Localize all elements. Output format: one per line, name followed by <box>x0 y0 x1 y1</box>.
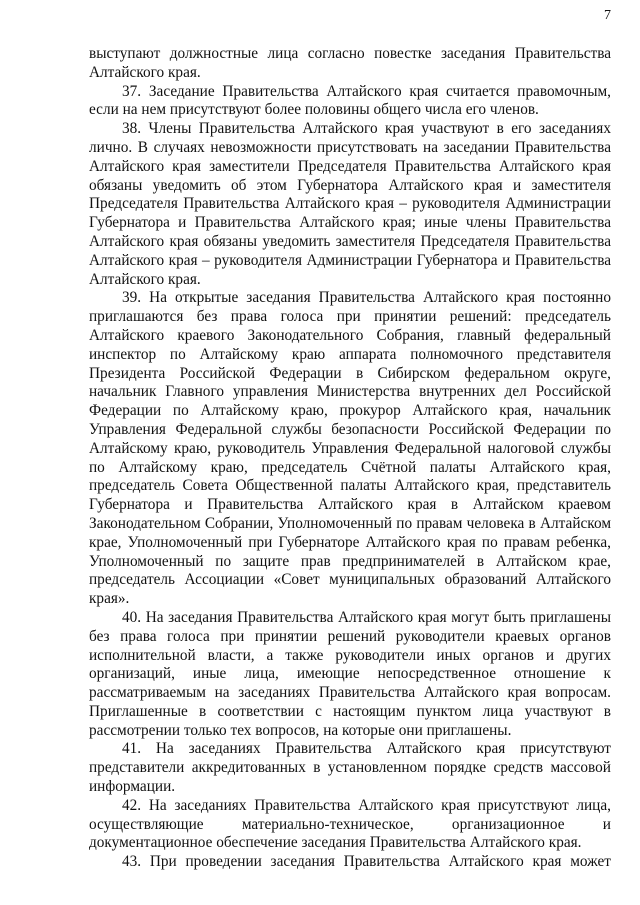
paragraph-37: 37. Заседание Правительства Алтайского края считается правомочным, если на нем присутствуют более половины общего числа его членов. <box>89 82 611 119</box>
paragraph-41: 41. На заседаниях Правительства Алтайского края присутствуют представители аккредитованных в установленном порядке средств массовой информации. <box>89 740 611 796</box>
paragraph-43: 43. При проведении заседания Правительства Алтайского края может <box>122 853 611 871</box>
paragraph-40: 40. На заседания Правительства Алтайского края могут быть приглашены без права голоса при принятии решений руководители краевых органов исполнительной власти, а также руководители иных органов и других организаций, иные лица, имеющие непосредственное отношение к рассматриваемым на заседаниях Правительства Алтайского края вопросам. Приглашенные в соответствии с настоящим пунктом лица участвуют в рассмотрении только тех вопросов, на которые они приглашены. <box>89 608 611 739</box>
paragraph-38: 38. Члены Правительства Алтайского края участвуют в его заседаниях лично. В случаях невозможности присутствовать на заседании Правительства Алтайского края заместители Председателя Правительства Алтайского края обязаны уведомить об этом Губернатора Алтайского края и заместителя Председателя Правительства Алтайского края – руководителя Администрации Губернатора и Правительства Алтайского края; иные члены Правительства Алтайского края обязаны уведомить заместителя Председателя Правительства Алтайского края – руководителя Администрации Губернатора и Правительства Алтайского края. <box>89 120 611 288</box>
page-number: 7 <box>604 8 611 23</box>
paragraph-continuation: выступают должностные лица согласно повестке заседания Правительства Алтайского края. <box>89 45 611 81</box>
document-body <box>89 45 611 872</box>
paragraph-42: 42. На заседаниях Правительства Алтайского края присутствуют лица, осуществляющие материально-техническое, организационное и документационное обеспечение заседания Правительства Алтайского края. <box>89 796 611 852</box>
paragraph-39: 39. На открытые заседания Правительства Алтайского края постоянно приглашаются без права голоса при принятии решений: председатель Алтайского краевого Законодательного Собрания, главный федеральный инспектор по Алтайскому краю аппарата полномочного представителя Президента Российской Федерации в Сибирском федеральном округе, начальник Главного управления Министерства внутренних дел Российской Федерации по Алтайскому краю, прокурор Алтайского края, начальник Управления Федеральной службы безопасности Российской Федерации по Алтайскому краю, руководитель Управления Федеральной налоговой службы по Алтайскому краю, председатель Счётной палаты Алтайского края, председатель Совета Общественной палаты Алтайского края, представитель Губернатора и Правительства Алтайского края в Алтайском краевом Законодательном Собрании, Уполномоченный по правам человека в Алтайском крае, Уполномоченный при Губернаторе Алтайского края по правам ребенка, Уполномоченный по защите прав предпринимателей в Алтайском крае, председатель Ассоциации «Совет муниципальных образований Алтайского края». <box>89 289 611 608</box>
